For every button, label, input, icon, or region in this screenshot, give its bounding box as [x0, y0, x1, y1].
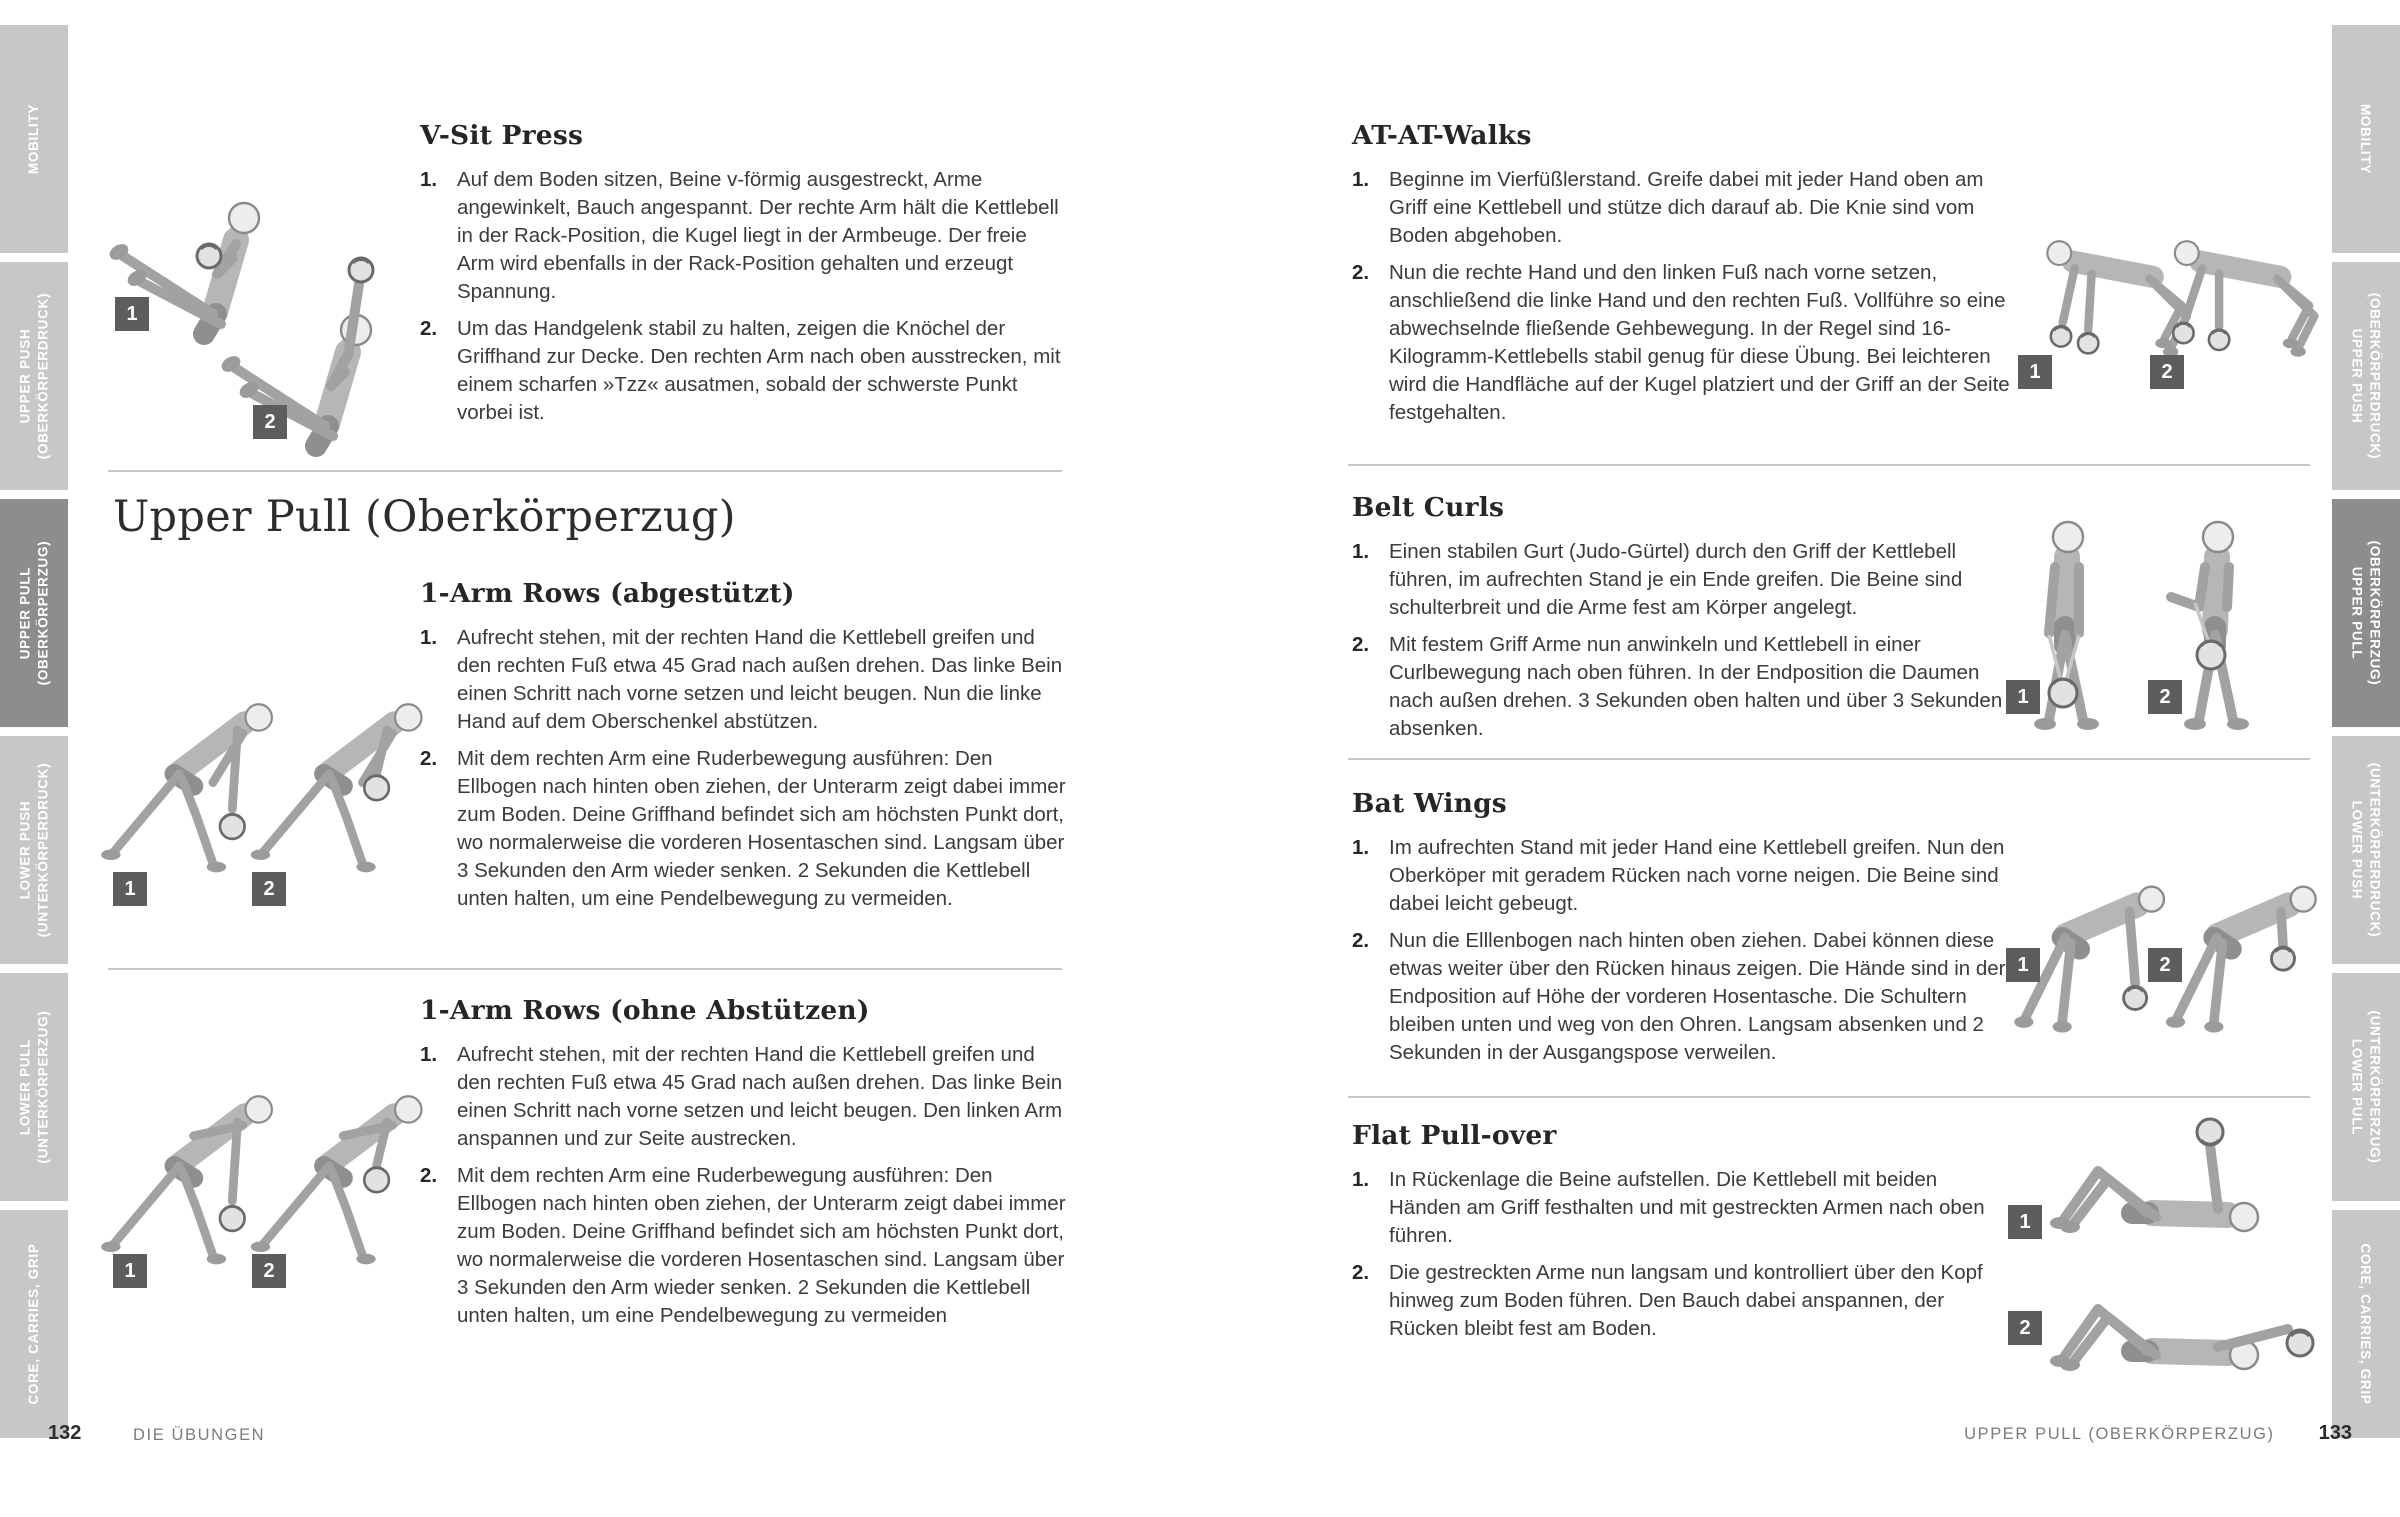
step-badge-2: 2: [253, 405, 287, 439]
page-number-left: 132: [48, 1422, 82, 1444]
section-divider: [1348, 464, 2310, 466]
exercise-title: Flat Pull-over: [1352, 1120, 1557, 1151]
exercise-flat-pull-over: [1352, 1120, 2012, 1352]
tab-line: CORE, CARRIES, GRIP: [2358, 1243, 2373, 1405]
tab-label: [25, 32, 43, 246]
step-badge-2: 2: [2148, 680, 2182, 714]
tab-lower-push-left: [0, 736, 68, 964]
tab-line: (UNTERKÖRPERDRUCK): [35, 762, 51, 938]
step-badge-2: 2: [252, 872, 286, 906]
tab-line: LOWER PULL: [17, 1038, 33, 1136]
step-badge-1: 1: [113, 1254, 147, 1288]
tab-label: [2349, 743, 2384, 957]
exercise-bat-wings: [1352, 788, 2012, 1076]
section-title: Upper Pull (Oberkörperzug): [113, 492, 736, 542]
tab-core-carries-grip-right: [2332, 1210, 2400, 1438]
exercise-step-2: [420, 745, 1068, 913]
step-badge-1: 1: [113, 872, 147, 906]
tab-core-carries-grip-left: [0, 1210, 68, 1438]
tab-line: LOWER PUSH: [2349, 800, 2365, 900]
exercise-title: Bat Wings: [1352, 788, 1507, 819]
flat-pull-over-illustration: [1990, 1115, 2325, 1380]
bat-wings-figures: [1995, 830, 2320, 1055]
tab-line: (OBERKÖRPERZUG): [2367, 540, 2383, 686]
tab-label: [2349, 980, 2384, 1194]
tab-line: CORE, CARRIES, GRIP: [26, 1243, 41, 1405]
tab-lower-pull-right: [2332, 973, 2400, 1201]
running-head-right: UPPER PULL (OBERKÖRPERZUG): [1964, 1425, 2275, 1443]
tab-mobility-right: [2332, 25, 2400, 253]
exercise-v-sit-press: [420, 120, 1068, 436]
footer-right: [1964, 1422, 2352, 1445]
exercise-title: 1-Arm Rows (abgestützt): [420, 578, 795, 609]
exercise-step-2: [1352, 631, 2012, 743]
section-divider: [1348, 1096, 2310, 1098]
step-text: In Rückenlage die Beine aufstellen. Die Kettlebell mit beiden Händen am Griff festhalten und mit gestreckten Armen nach oben führen.: [1389, 1168, 1985, 1247]
exercise-step-1: [1352, 1166, 2012, 1250]
step-text: Mit festem Griff Arme nun anwinkeln und Kettlebell in einer Curlbewegung nach oben führen. In der Endposition die Daumen nach außen drehen. 3 Sekunden oben halten und über 3 Sekunden absenken.: [1389, 633, 2003, 740]
figure-pose-2: [2173, 241, 2314, 357]
step-badge-1: 1: [2008, 1205, 2042, 1239]
exercise-steps: [420, 166, 1068, 427]
step-text: Im aufrechten Stand mit jeder Hand eine Kettlebell greifen. Nun den Oberköper mit geradem Rücken nach vorne neigen. Die Beine sind dabei leicht gebeugt.: [1389, 836, 2005, 915]
figure-pose-1: [2047, 241, 2186, 357]
exercise-step-1: [1352, 834, 2012, 918]
tab-label: [2357, 1217, 2375, 1431]
figure-pose-1: [2034, 522, 2099, 730]
step-badge-1: 1: [2006, 948, 2040, 982]
exercise-step-1: [1352, 538, 2012, 622]
figure-pose-2: [2166, 887, 2316, 1033]
tab-line: MOBILITY: [2358, 103, 2373, 175]
exercise-title: AT-AT-Walks: [1352, 120, 1532, 151]
exercise-steps: [420, 624, 1068, 913]
step-badge-1: 1: [2006, 680, 2040, 714]
1-arm-rows-ohne-abstuetzen-illustration: [95, 1032, 425, 1332]
exercise-title: Belt Curls: [1352, 492, 1505, 523]
tab-line: MOBILITY: [26, 103, 41, 175]
step-badge-1: 1: [2018, 355, 2052, 389]
tab-lower-push-right: [2332, 736, 2400, 964]
exercise-steps: [1352, 166, 2012, 427]
section-divider: [108, 968, 1062, 970]
tab-line: (UNTERKÖRPERZUG): [2367, 1010, 2383, 1164]
step-badge-2: 2: [252, 1254, 286, 1288]
v-sit-press-illustration: [95, 128, 425, 458]
tab-upper-pull-left-active: [0, 499, 68, 727]
tab-label: [25, 1217, 43, 1431]
exercise-steps: [1352, 1166, 2012, 1343]
step-badge-2: 2: [2150, 355, 2184, 389]
exercise-title: V-Sit Press: [420, 120, 584, 151]
step-badge-1: 1: [115, 297, 149, 331]
exercise-step-2: [1352, 927, 2012, 1067]
tab-line: UPPER PULL: [17, 566, 33, 660]
step-text: Nun die Elllenbogen nach hinten oben ziehen. Dabei können diese etwas weiter über den Rücken hinaus zeigen. Die Hände sind in der Endposition auf Höhe der vorderen Hosentasche. Die Schultern bleiben unten und weg von den Ohren. Langsam absenken und 2 Sekunden in der Ausgangspose verweilen.: [1389, 929, 2006, 1064]
tab-label: [2349, 506, 2384, 720]
tab-upper-push-right: [2332, 262, 2400, 490]
exercise-title: 1-Arm Rows (ohne Abstützen): [420, 995, 870, 1026]
figure-pose-2: [219, 258, 373, 446]
exercise-1-arm-rows-ohne-abstuetzen: [420, 995, 1068, 1339]
exercise-step-1: [420, 166, 1068, 306]
tab-line: LOWER PUSH: [17, 800, 33, 900]
tab-line: (OBERKÖRPERZUG): [35, 540, 51, 686]
1-arm-rows-abgestuetzt-illustration: [95, 640, 425, 940]
step-text: Aufrecht stehen, mit der rechten Hand die Kettlebell greifen und den rechten Fuß etwa 45 Grad nach außen drehen. Das linke Bein einen Schritt nach vorne setzen und leicht beugen. Den linken Arm anspannen und zur Seite austrecken.: [457, 1043, 1063, 1150]
exercise-step-1: [1352, 166, 2012, 250]
figure-pose-2: [2050, 1309, 2313, 1371]
tab-label: [2349, 269, 2384, 483]
tab-lower-pull-left: [0, 973, 68, 1201]
exercise-step-2: [420, 1162, 1068, 1330]
tab-line: UPPER PULL: [2349, 566, 2365, 660]
figure-pose-2: [251, 1096, 422, 1264]
exercise-step-2: [420, 315, 1068, 427]
running-head-left: DIE ÜBUNGEN: [133, 1426, 266, 1444]
step-text: Um das Handgelenk stabil zu halten, zeigen die Knöchel der Griffhand zur Decke. Den rechten Arm nach oben ausstrecken, mit einem scharfen »Tzz« ausatmen, sobald der schwerste Punkt vorbei ist.: [457, 317, 1061, 424]
tab-upper-pull-right-active: [2332, 499, 2400, 727]
tab-line: (UNTERKÖRPERZUG): [35, 1010, 51, 1164]
exercise-steps: [1352, 834, 2012, 1067]
tab-line: (UNTERKÖRPERDRUCK): [2367, 762, 2383, 938]
tab-upper-push-left: [0, 262, 68, 490]
step-badge-2: 2: [2008, 1311, 2042, 1345]
at-at-walks-illustration: [2010, 180, 2320, 420]
section-divider: [108, 470, 1062, 472]
exercise-at-at-walks: [1352, 120, 2012, 436]
tab-line: LOWER PULL: [2349, 1038, 2365, 1136]
step-text: Auf dem Boden sitzen, Beine v-förmig ausgestreckt, Arme angewinkelt, Bauch angespannt. Der rechte Arm hält die Kettlebell in der Rack-Position, die Kugel liegt in der Armbeuge. Der freie Arm wird ebenfalls in der Rack-Position gehalten und erzeugt Spannung.: [457, 168, 1059, 303]
step-text: Mit dem rechten Arm eine Ruderbewegung ausführen: Den Ellbogen nach hinten oben ziehen, der Unterarm zeigt dabei immer zum Boden. Deine Griffhand befindet sich am höchsten Punkt dort, wo normalerweise die vorderen Hosentaschen sind. Langsam über 3 Sekunden den Arm wieder senken. 2 Sekunden die Kettlebell unten halten, um eine Pendelbewegung zu vermeiden.: [457, 747, 1066, 910]
step-text: Nun die rechte Hand und den linken Fuß nach vorne setzen, anschließend die linke Hand und den rechten Fuß. Vollführe so eine abwechselnde fließende Gehbewegung. In der Regel sind 16-Kilogramm-Kettlebells stabil genug für diese Übung. Bei leichteren wird die Handfläche auf der Kugel platziert und der Griff an der Seite festgehalten.: [1389, 261, 2010, 424]
tab-label: [17, 743, 52, 957]
step-text: Mit dem rechten Arm eine Ruderbewegung ausführen: Den Ellbogen nach hinten oben ziehen, der Unterarm zeigt dabei immer zum Boden. Deine Griffhand befindet sich am höchsten Punkt dort, wo normalerweise die vorderen Hosentaschen sind. Langsam über 3 Sekunden den Arm wieder senken. 2 Sekunden die Kettlebell unten halten, um eine Pendelbewegung zu vermeiden: [457, 1164, 1066, 1327]
exercise-steps: [420, 1041, 1068, 1330]
step-badge-2: 2: [2148, 948, 2182, 982]
tab-line: (OBERKÖRPERDRUCK): [2367, 292, 2383, 460]
tab-label: [2357, 32, 2375, 246]
exercise-step-1: [420, 624, 1068, 736]
tab-label: [17, 506, 52, 720]
figure-pose-1: [101, 1096, 272, 1264]
exercise-1-arm-rows-abgestuetzt: [420, 578, 1068, 922]
tab-mobility-left: [0, 25, 68, 253]
step-text: Die gestreckten Arme nun langsam und kontrolliert über den Kopf hinweg zum Boden führen. Den Bauch dabei anspannen, der Rücken bleibt fest am Boden.: [1389, 1261, 1983, 1340]
belt-curls-illustration: [1995, 495, 2315, 750]
exercise-belt-curls: [1352, 492, 2012, 752]
exercise-step-2: [1352, 259, 2012, 427]
bat-wings-illustration: [1995, 830, 2320, 1055]
exercise-step-1: [420, 1041, 1068, 1153]
figure-pose-2: [251, 704, 422, 872]
tab-label: [17, 980, 52, 1194]
exercise-step-2: [1352, 1259, 2012, 1343]
page-number-right: 133: [2318, 1422, 2352, 1444]
step-text: Einen stabilen Gurt (Judo-Gürtel) durch den Griff der Kettlebell führen, im aufrechten Stand je ein Ende greifen. Die Beine sind schulterbreit und die Arme fest am Körper angelegt.: [1389, 540, 1963, 619]
section-divider: [1348, 758, 2310, 760]
step-text: Beginne im Vierfüßlerstand. Greife dabei mit jeder Hand oben am Griff eine Kettlebell und stütze dich darauf ab. Die Knie sind vom Boden abgehoben.: [1389, 168, 1984, 247]
tab-line: (OBERKÖRPERDRUCK): [35, 292, 51, 460]
figure-pose-1: [101, 704, 272, 872]
step-text: Aufrecht stehen, mit der rechten Hand die Kettlebell greifen und den rechten Fuß etwa 45 Grad nach außen drehen. Das linke Bein einen Schritt nach vorne setzen und leicht beugen. Nun die linke Hand auf dem Oberschenkel abstützen.: [457, 626, 1063, 733]
figure-pose-1: [2050, 1119, 2258, 1233]
tab-label: [17, 269, 52, 483]
tab-line: UPPER PUSH: [17, 328, 33, 424]
exercise-steps: [1352, 538, 2012, 743]
tab-line: UPPER PUSH: [2349, 328, 2365, 424]
figure-pose-2: [2171, 522, 2249, 730]
